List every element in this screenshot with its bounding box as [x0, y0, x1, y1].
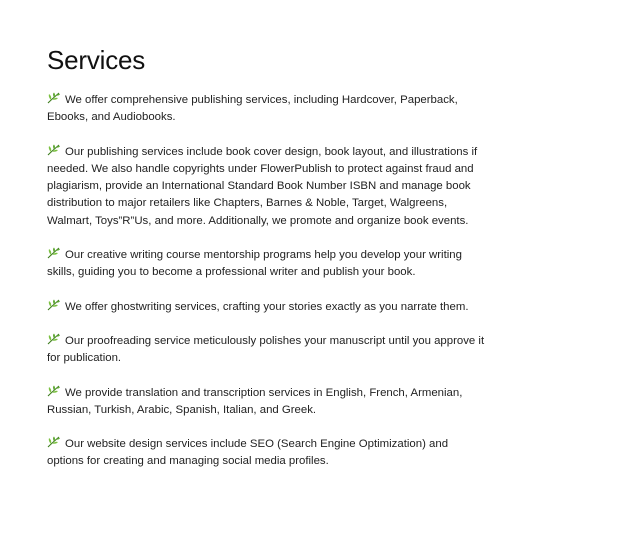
service-item-publishing-formats [47, 92, 487, 127]
page-title: Services [47, 45, 146, 75]
service-item-text: Our proofreading service meticulously polishes your manuscript until you approve it for publication. [47, 334, 485, 365]
service-item-translation [47, 385, 487, 420]
herb-leaf-icon [47, 436, 61, 448]
service-item-text: We offer comprehensive publishing services, including Hardcover, Paperback, Ebooks, and Audiobooks. [47, 94, 458, 124]
service-item-mentorship [47, 247, 487, 282]
herb-leaf-icon [47, 144, 61, 156]
service-item-proofreading [47, 333, 487, 368]
service-item-web-design [47, 436, 487, 471]
herb-leaf-icon [47, 247, 61, 259]
herb-leaf-icon [47, 299, 61, 311]
service-item-ghostwriting [47, 299, 487, 316]
service-item-text: Our publishing services include book cover design, book layout, and illustrations if needed. We also handle copyrights under FlowerPublish to protect against fraud and plagiarism, provide an International Standard Book Number ISBN and manage book distribution to major retailers like Chapters, Barnes & Noble, Target, Walgreens, Walmart, Toys”R”Us, and more. Additionally, we promote and organize book events. [47, 145, 478, 227]
service-item-text: We offer ghostwriting services, crafting your stories exactly as you narrate them. [65, 300, 469, 313]
service-item-text: Our creative writing course mentorship programs help you develop your writing skills, guiding you to become a professional writer and publish your book. [47, 249, 462, 279]
service-item-text: We provide translation and transcription services in English, French, Armenian, Russian, Turkish, Arabic, Spanish, Italian, and Greek. [47, 386, 463, 416]
service-item-text: Our website design services include SEO (Search Engine Optimization) and options for creating and managing social media profiles. [47, 438, 449, 468]
herb-leaf-icon [47, 385, 61, 397]
herb-leaf-icon [47, 92, 61, 104]
services-list [47, 92, 487, 471]
service-item-publishing-services [47, 144, 487, 230]
herb-leaf-icon [47, 333, 61, 345]
